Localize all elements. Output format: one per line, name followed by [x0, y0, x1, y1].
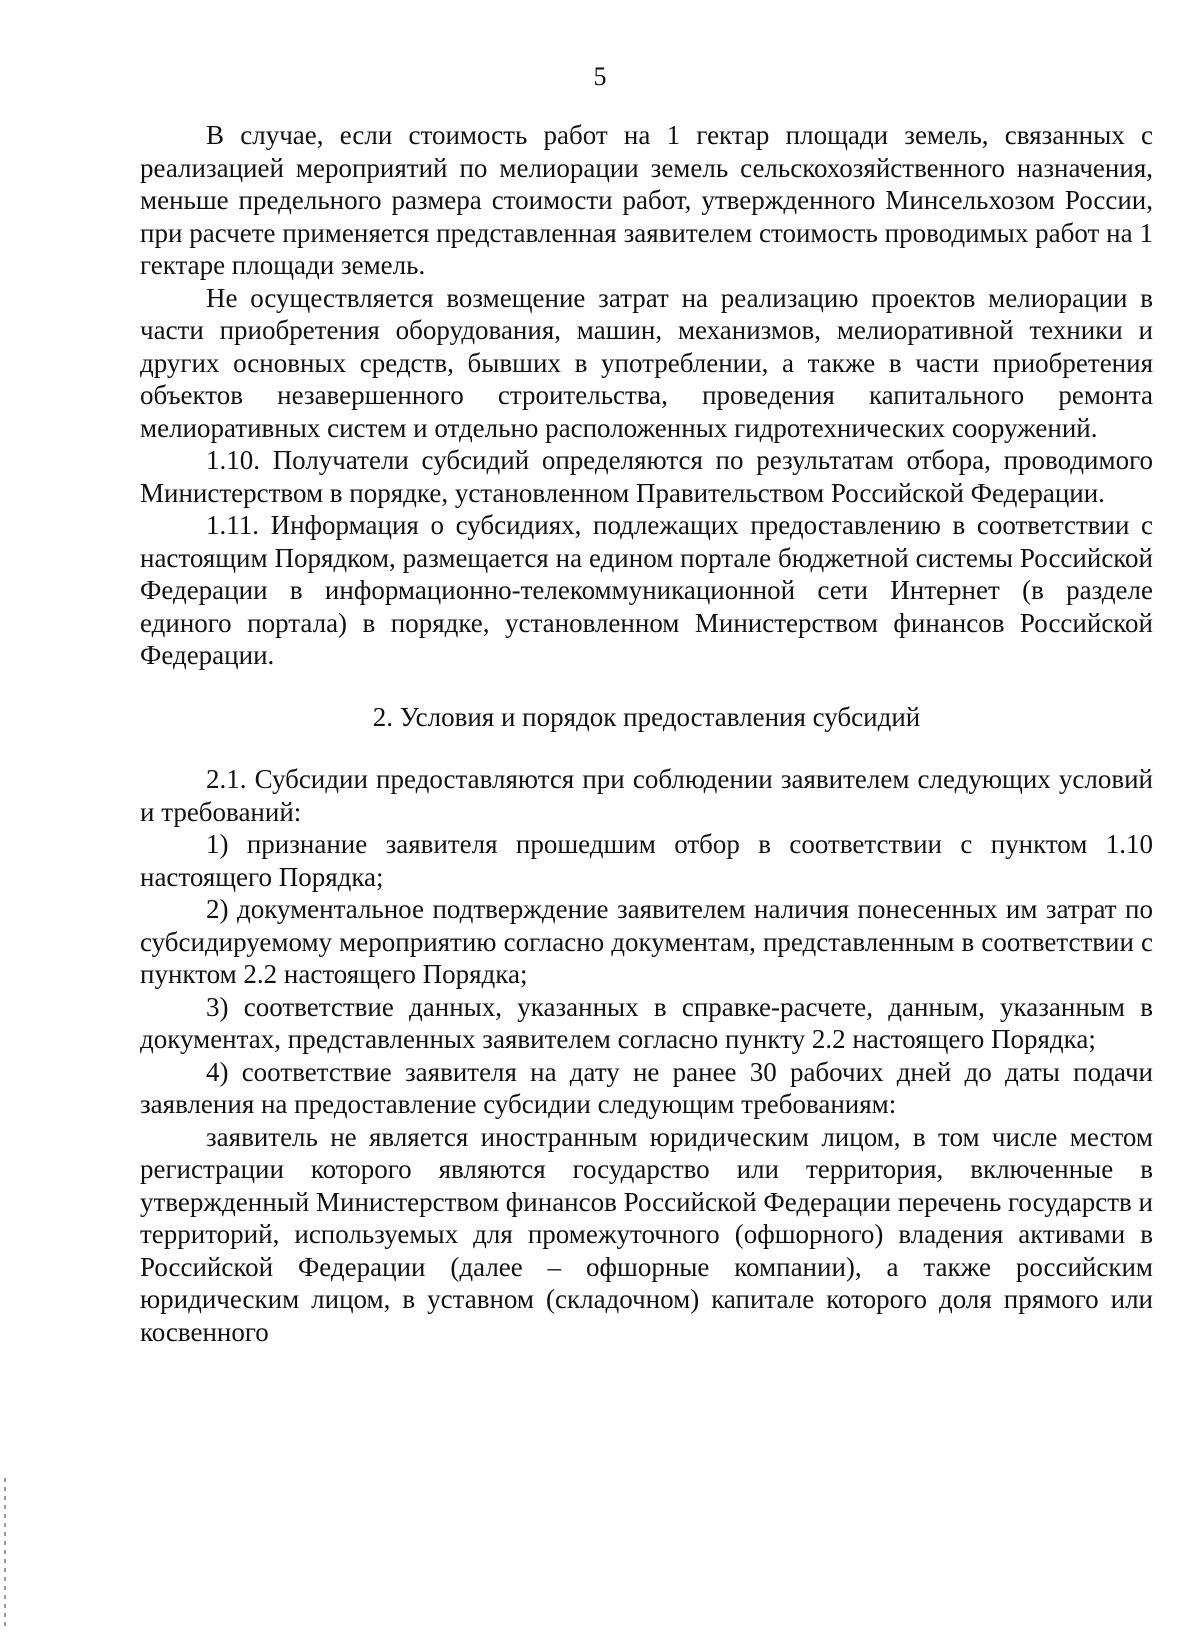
scan-margin-mark — [4, 1478, 6, 1628]
paragraph-no-reimbursement: Не осуществляется возмещение затрат на реализацию проектов мелиорации в части приобретения оборудования, машин, механизмов, мелиоративной техники и других основных средств, бывших в употреблении, а также в части приобретения объектов незавершенного строительства, проведения капитального ремонта мелиоративных систем и отдельно расположенных гидротехнических сооружений. — [140, 282, 1153, 443]
list-item-3: 3) соответствие данных, указанных в справке-расчете, данным, указанным в документах, представленных заявителем согласно пункту 2.2 настоящего Порядка; — [140, 991, 1153, 1054]
paragraph-1-10-recipients: 1.10. Получатели субсидий определяются по результатам отбора, проводимого Министерством в порядке, установленном Правительством Российской Федерации. — [140, 445, 1153, 508]
page-number: 5 — [593, 62, 607, 91]
paragraph-2-1-conditions: 2.1. Субсидии предоставляются при соблюдении заявителем следующих условий и требований: — [140, 764, 1153, 827]
list-item-2: 2) документальное подтверждение заявителем наличия понесенных им затрат по субсидируемому мероприятию согласно документам, представленным в соответствии с пунктом 2.2 настоящего Порядка; — [140, 894, 1153, 989]
paragraph-cost-per-hectare: В случае, если стоимость работ на 1 гектар площади земель, связанных с реализацией мероприятий по мелиорации земель сельскохозяйственного назначения, меньше предельного размера стоимости работ, утвержденного Минсельхозом России, при расчете применяется представленная заявителем стоимость проводимых работ на 1 гектаре площади земель. — [140, 120, 1153, 280]
list-item-4: 4) соответствие заявителя на дату не ранее 30 рабочих дней до даты подачи заявления на предоставление субсидии следующим требованиям: — [140, 1056, 1153, 1119]
document-body — [140, 119, 1153, 1348]
list-item-1: 1) признание заявителя прошедшим отбор в соответствии с пунктом 1.10 настоящего Порядка; — [140, 829, 1153, 892]
section-heading-2: 2. Условия и порядок предоставления субсидий — [372, 701, 921, 732]
paragraph-offshore-requirement: заявитель не является иностранным юридическим лицом, в том числе местом регистрации которого являются государство или территория, включенные в утвержденный Министерством финансов Российской Федерации перечень государств и территорий, используемых для промежуточного (офшорного) владения активами в Российской Федерации (далее – офшорные компании), а также российским юридическим лицом, в уставном (складочном) капитале которого доля прямого или косвенного — [140, 1121, 1153, 1347]
paragraph-1-11-information: 1.11. Информация о субсидиях, подлежащих предоставлению в соответствии с настоящим Порядком, размещается на едином портале бюджетной системы Российской Федерации в информационно-телекоммуникационной сети Интернет (в разделе единого портала) в порядке, установленном Министерством финансов Российской Федерации. — [140, 510, 1153, 670]
